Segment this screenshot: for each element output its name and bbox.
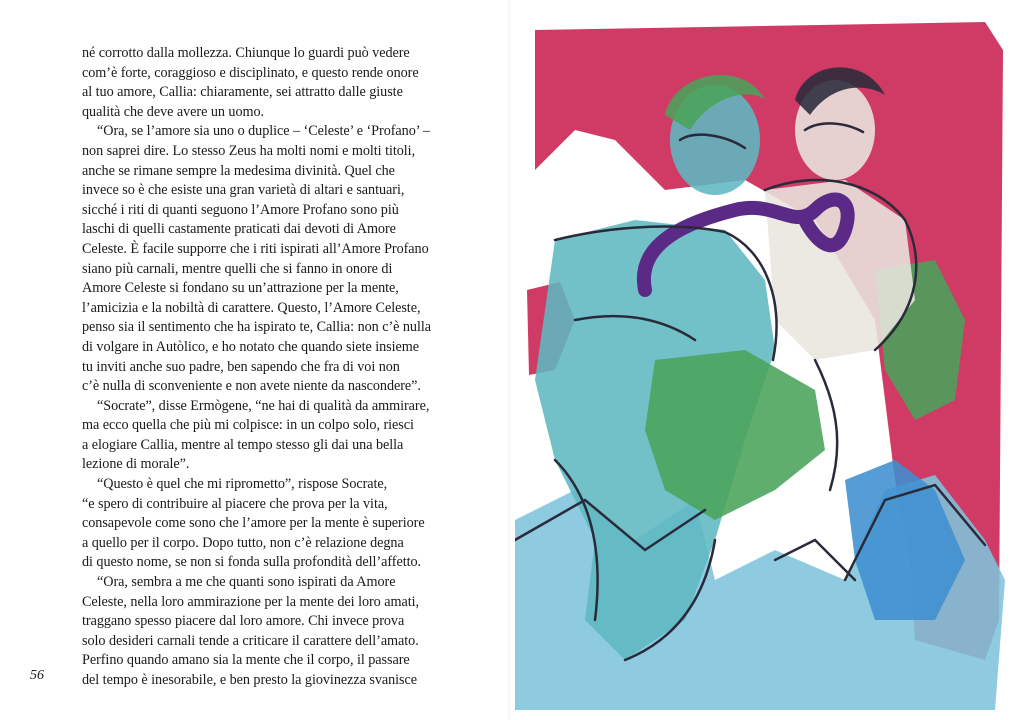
text-line: traggano spesso piacere dal loro amore. Chi invece prova [82,613,405,630]
paragraph [82,475,434,573]
text-line: di questo nome, se non si fonda sulla profondità dell’affetto. [82,554,422,571]
text-line: invece so è che esiste una gran varietà di altari e santuari, [82,182,405,199]
text-line: com’è forte, coraggioso e disciplinato, e questo rende onore [82,64,419,81]
text-line: c’è nulla di sconveniente e non avete niente da nascondere”. [82,378,421,395]
text-line: ma ecco quella che più mi colpisce: in un colpo solo, riesci [82,417,414,434]
book-gutter [508,0,512,720]
text-line: “Ora, se l’amore sia uno o duplice – ‘Celeste’ e ‘Profano’ – [97,123,430,140]
text-line: qualità che deve avere un uomo. [82,103,265,120]
watercolor-illustration [515,20,1015,710]
text-line: a quello per il corpo. Dopo tutto, non c’è relazione degna [82,534,404,551]
text-line: “Socrate”, disse Ermògene, “ne hai di qualità da ammirare, [97,397,430,414]
text-line: di volgare in Autòlico, e ho notato che quando siete insieme [82,338,420,355]
paragraph [82,44,434,122]
text-line: al tuo amore, Callia: chiaramente, sei attratto dalle giuste [82,84,403,101]
paragraph [82,573,434,691]
text-line: “Ora, sembra a me che quanti sono ispirati da Amore [97,574,396,591]
page-number: 56 [30,668,44,683]
text-line: anche se rimane sempre la medesima divinità. Quel che [82,162,395,179]
text-line: tu inviti anche suo padre, ben sapendo che fra di voi non [82,358,400,375]
text-line: siano più carnali, mentre quelli che si fanno in onore di [82,260,393,277]
text-line: “Questo è quel che mi riprometto”, rispose Socrate, [97,476,388,493]
text-line: laschi di quelli castamente praticati dai devoti di Amore [82,221,396,238]
text-line: penso sia il sentimento che ha ispirato te, Callia: non c’è nulla [82,319,431,336]
text-line: né corrotto dalla mollezza. Chiunque lo guardi può vedere [82,45,410,61]
paragraph [82,122,434,396]
text-line: non saprei dire. Lo stesso Zeus ha molti nomi e molti titoli, [82,142,416,159]
text-line: sicché i riti di quanti seguono l’Amore Profano sono più [82,201,399,218]
text-page [82,44,434,688]
text-line: a elogiare Callia, mentre al tempo stesso gli dai una bella [82,436,404,453]
paragraph [82,397,434,475]
text-line: Perfino quando amano sia la mente che il corpo, il passare [82,652,410,669]
text-line: lezione di morale”. [82,456,190,473]
text-line: “e spero di contribuire al piacere che prova per la vita, [82,495,388,512]
text-line: del tempo è inesorabile, e ben presto la giovinezza svanisce [82,672,418,688]
text-line: l’amicizia e la nobiltà di carattere. Questo, l’Amore Celeste, [82,299,421,316]
text-line: consapevole come sono che l’amore per la mente è superiore [82,515,425,532]
text-line: Celeste. È facile supporre che i riti ispirati all’Amore Profano [82,240,429,257]
text-line: Celeste, nella loro ammirazione per la mente dei loro amati, [82,593,419,610]
text-line: Amore Celeste si fondano su un’attrazione per la mente, [82,280,399,297]
text-line: solo desideri carnali tende a criticare il carattere dell’amato. [82,632,419,649]
